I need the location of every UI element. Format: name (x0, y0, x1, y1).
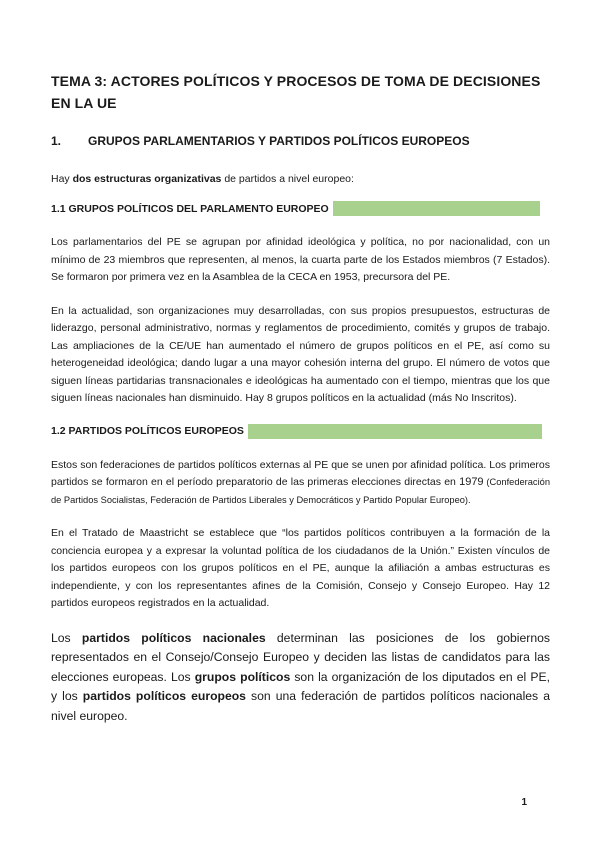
highlight-bar (248, 424, 542, 439)
subsection-2-paragraph: Estos son federaciones de partidos políticos externas al PE que se unen por afinidad política. Los primeros partidos se formaron en el período preparatorio de las primeras elecciones directas en 1979 (Confederación de Partidos Socialistas, Federación de Partidos Liberales y Democráticos y Partido Popular Europeo). (51, 458, 550, 505)
section-heading (51, 134, 550, 148)
section-title: GRUPOS PARLAMENTARIOS Y PARTIDOS POLÍTICOS EUROPEOS (88, 134, 470, 148)
page-number: 1 (521, 797, 527, 808)
subsection-1-heading (51, 201, 550, 216)
summary-paragraph: Los partidos políticos nacionales determinan las posiciones de los gobiernos representados en el Consejo/Consejo Europeo y deciden las listas de candidatos para las elecciones europeas. Los grupos políticos son la organización de los diputados en el PE, y los partidos políticos europeos son una federación de partidos políticos nacionales a nivel europeo. (51, 630, 550, 723)
subsection-1-paragraph: En la actualidad, son organizaciones muy desarrolladas, con sus propios presupuestos, estructuras de liderazgo, personal administrativo, normas y reglamentos de procedimiento, comités y grupos de trabajo. Las ampliaciones de la CE/UE han aumentado el número de grupos políticos en el PE, así como su heterogeneidad ideológica; dando lugar a una mayor cohesión interna del grupo. El número de votos que siguen líneas partidarias transnacionales e ideológicas ha aumentado con el tiempo, mientras que los que siguen líneas nacionales han disminuido. Hay 8 grupos políticos en la actualidad (más No Inscritos). (51, 304, 550, 404)
page-content (51, 70, 550, 726)
intro-paragraph: Hay dos estructuras organizativas de partidos a nivel europeo: (51, 173, 354, 185)
highlight-bar (333, 201, 540, 216)
document-title: TEMA 3: ACTORES POLÍTICOS Y PROCESOS DE TOMA DE DECISIONES EN LA UE (51, 73, 541, 111)
subsection-2-paragraph: En el Tratado de Maastricht se establece que “los partidos políticos contribuyen a la formación de la conciencia europea y a expresar la voluntad política de los ciudadanos de la Unión.” Existen vínculos de los partidos europeos con los grupos políticos en el PE, aunque la afiliación a ambas estructuras es independiente, y con los representantes afines de la Comisión, Consejo y Consejo Europeo. Hay 12 partidos europeos registrados en la actualidad. (51, 527, 550, 609)
subsection-1-paragraph: Los parlamentarios del PE se agrupan por afinidad ideológica y política, no por nacionalidad, con un mínimo de 23 miembros que representen, al menos, la cuarta parte de los Estados miembros (7 Estados). Se formaron por primera vez en la Asamblea de la CECA en 1953, precursora del PE. (51, 236, 550, 283)
subsection-1-title: 1.1 GRUPOS POLÍTICOS DEL PARLAMENTO EUROPEO (51, 202, 329, 215)
subsection-2-heading (51, 424, 550, 439)
subsection-2-title: 1.2 PARTIDOS POLÍTICOS EUROPEOS (51, 425, 244, 437)
section-number: 1. (51, 134, 62, 148)
intro-emphasis: dos estructuras organizativas (72, 173, 222, 185)
